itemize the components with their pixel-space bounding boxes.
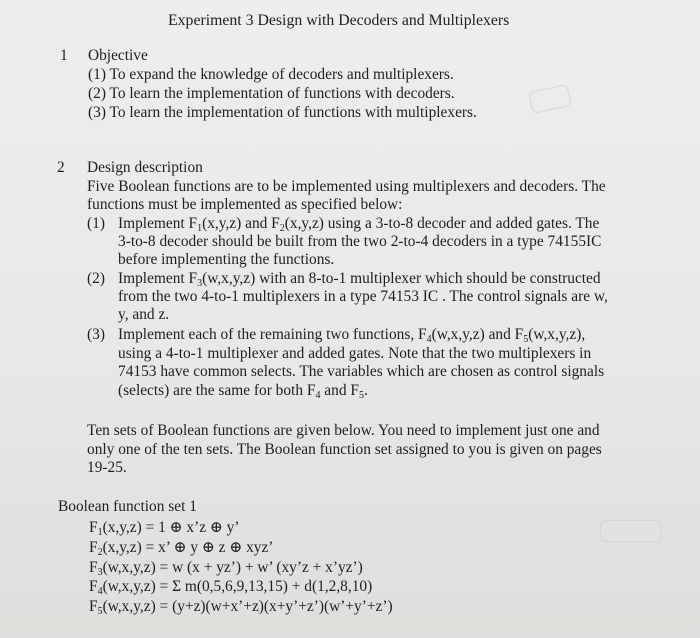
item-1-line-2: 3-to-8 decoder should be built from the two 2-to-4 decoders in a type 74155IC — [118, 233, 602, 250]
item-2-line-3: y, and z. — [118, 306, 170, 323]
objective-item-1: (1) To expand the knowledge of decoders and multiplexers. — [88, 66, 454, 83]
objective-item-2: (2) To learn the implementation of functions with decoders. — [88, 85, 455, 102]
item-3-line-4: (selects) are the same for both $F_4$ and $F_5$. — [118, 382, 368, 401]
item-3-line-2: using a 4-to-1 multiplexer and added gates. Note that the two multiplexers in — [118, 345, 592, 362]
intro-line-1: Five Boolean functions are to be implemented using multiplexers and decoders. The — [87, 178, 606, 195]
function-f4: $F_4(w,x,y,z) = \Sigma$ m(0,5,6,9,13,15) + d(1,2,8,10) — [89, 578, 373, 597]
function-f1: $F_1(x,y,z) = 1$ ⊕ x’z ⊕ y’ — [89, 519, 240, 538]
page-title: Experiment 3 Design with Decoders and Multiplexers — [168, 12, 510, 29]
section-1-heading: Objective — [88, 47, 148, 64]
item-1-line-1: Implement $F_1(x,y,z)$ and $F_2(x,y,z)$ using a 3-to-8 decoder and added gates. The — [118, 215, 600, 234]
objective-item-3: (3) To learn the implementation of functions with multiplexers. — [88, 104, 477, 121]
section-2-heading: Design description — [87, 159, 203, 176]
paper-bleed-mark — [600, 520, 662, 542]
intro-line-2: functions must be implemented as specified below: — [87, 196, 403, 213]
tensets-line-3: 19-25. — [87, 459, 127, 476]
item-3-line-3: 74153 have common selects. The variables which are chosen as control signals — [118, 363, 605, 380]
function-f3: $F_3(w,x,y,z) = w$ (x + yz’) + w’ (xy’z + x’yz’) — [89, 559, 363, 578]
function-f2: $F_2(x,y,z) = x$’ ⊕ y ⊕ z ⊕ xyz’ — [89, 539, 274, 558]
item-2-marker: (2) — [87, 270, 105, 287]
item-2-line-2: from the two 4-to-1 multiplexers in a type 74153 IC . The control signals are w, — [118, 288, 608, 305]
item-2-line-1: Implement $F_3(w,x,y,z)$ with an 8-to-1 multiplexer which should be constructed — [118, 270, 601, 289]
section-2-number: 2 — [57, 159, 65, 176]
section-1-number: 1 — [60, 47, 68, 64]
tensets-line-1: Ten sets of Boolean functions are given below. You need to implement just one and — [87, 422, 600, 439]
item-1-line-3: before implementing the functions. — [118, 251, 335, 268]
function-f5: $F_5(w,x,y,z)$ = (y+z)(w+x’+z)(x+y’+z’)(w’+y’+z’) — [89, 598, 393, 617]
item-3-marker: (3) — [87, 326, 105, 343]
tensets-line-2: only one of the ten sets. The Boolean function set assigned to you is given on pages — [87, 441, 602, 458]
item-3-line-1: Implement each of the remaining two functions, $F_4(w,x,y,z)$ and $F_5(w,x,y,z)$, — [118, 326, 586, 345]
function-set-heading: Boolean function set 1 — [58, 498, 197, 515]
item-1-marker: (1) — [87, 215, 105, 232]
paper-bleed-mark — [528, 84, 572, 114]
